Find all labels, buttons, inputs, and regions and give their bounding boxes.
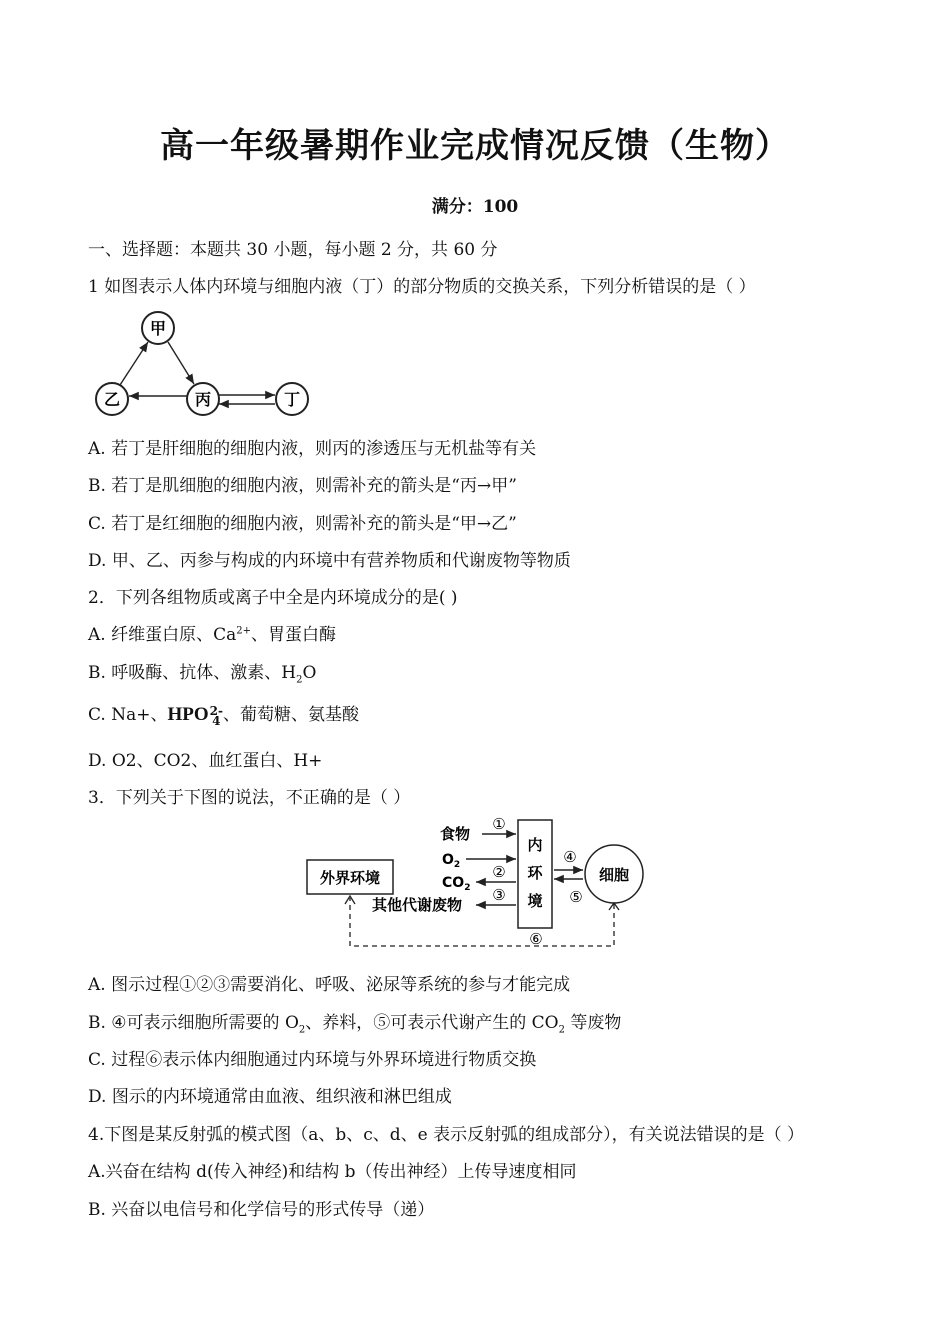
q3-option-c: C. 过程⑥表示体内细胞通过内环境与外界环境进行物质交换 bbox=[88, 1050, 537, 1070]
label-bing: 丙 bbox=[194, 390, 212, 409]
cell-label: 细胞 bbox=[598, 866, 630, 884]
num-6: ⑥ bbox=[529, 930, 543, 948]
inner-char-1: 内 bbox=[527, 836, 543, 854]
section-heading: 一、选择题：本题共 30 小题，每小题 2 分，共 60 分 bbox=[88, 240, 498, 260]
waste-label: 其他代谢废物 bbox=[372, 896, 463, 914]
inner-char-2: 环 bbox=[527, 864, 543, 882]
q4-option-a: A.兴奋在结构 d(传入神经)和结构 b（传出神经）上传导速度相同 bbox=[88, 1162, 577, 1182]
q2-a-sup: 2+ bbox=[236, 625, 251, 637]
q4-stem: 4.下图是某反射弧的模式图（a、b、c、d、e 表示反射弧的组成部分），有关说法错误的是（ ） bbox=[88, 1125, 805, 1145]
q3-stem: 3．下列关于下图的说法，不正确的是（ ） bbox=[88, 788, 411, 808]
num-2: ② bbox=[492, 863, 506, 881]
q3-option-a: A. 图示过程①②③需要消化、呼吸、泌尿等系统的参与才能完成 bbox=[88, 975, 571, 995]
page-title: 高一年级暑期作业完成情况反馈（生物） bbox=[160, 126, 790, 166]
q3-b-sub1: 2 bbox=[298, 1024, 306, 1036]
q2-c-ion-script bbox=[209, 703, 223, 728]
num-5: ⑤ bbox=[569, 888, 583, 906]
num-1: ① bbox=[492, 815, 506, 833]
q4-option-b: B. 兴奋以电信号和化学信号的形式传导（递） bbox=[88, 1200, 435, 1220]
q1-option-b: B. 若丁是肌细胞的细胞内液，则需补充的箭头是“丙→甲” bbox=[88, 476, 517, 496]
q2-stem: 2．下列各组物质或离子中全是内环境成分的是( ) bbox=[88, 588, 458, 608]
q3-b-post: 等废物 bbox=[565, 1013, 622, 1033]
q3-option-b bbox=[88, 1008, 621, 1035]
q1-option-d: D. 甲、乙、丙参与构成的内环境中有营养物质和代谢废物等物质 bbox=[88, 551, 571, 571]
q3-option-d: D. 图示的内环境通常由血液、组织液和淋巴组成 bbox=[88, 1087, 452, 1107]
q2-option-a bbox=[88, 620, 336, 645]
q1-option-c: C. 若丁是红细胞的细胞内液，则需补充的箭头是“甲→乙” bbox=[88, 514, 517, 534]
arrow-jia-to-bing bbox=[168, 342, 194, 384]
label-jia: 甲 bbox=[149, 319, 167, 338]
q2-c-formula: HPO bbox=[167, 704, 209, 725]
q1-stem: 1 如图表示人体内环境与细胞内液（丁）的部分物质的交换关系，下列分析错误的是（ ） bbox=[88, 277, 756, 297]
q2-c-pre: C. Na+、 bbox=[88, 705, 168, 725]
q2-b-pre: B. 呼吸酶、抗体、激素、H bbox=[88, 663, 297, 683]
q3-b-mid: 、养料，⑤可表示代谢产生的 CO bbox=[305, 1013, 559, 1033]
num-3: ③ bbox=[492, 886, 506, 904]
q3-diagram bbox=[300, 812, 650, 960]
co2-label bbox=[442, 875, 470, 893]
q2-option-d: D. O2、CO2、血红蛋白、H+ bbox=[88, 751, 323, 771]
q2-b-sub: 2 bbox=[296, 674, 303, 686]
q2-a-pre: A. 纤维蛋白原、Ca bbox=[88, 625, 237, 645]
q1-option-a: A. 若丁是肝细胞的细胞内液，则丙的渗透压与无机盐等有关 bbox=[88, 439, 537, 459]
q2-a-post: 、胃蛋白酶 bbox=[250, 625, 336, 645]
q2-option-b bbox=[88, 658, 316, 685]
q2-c-charge: 2- bbox=[209, 703, 223, 718]
label-yi: 乙 bbox=[103, 390, 121, 409]
q2-option-c bbox=[88, 700, 359, 726]
o2-sub: 2 bbox=[453, 860, 461, 870]
outer-environment-label: 外界环境 bbox=[319, 869, 381, 887]
o2-text: O bbox=[442, 852, 454, 868]
co2-sub: 2 bbox=[464, 883, 471, 893]
inner-char-3: 境 bbox=[527, 892, 543, 910]
q3-b-pre: B. ④可表示细胞所需要的 O bbox=[88, 1013, 299, 1033]
co2-text: CO bbox=[442, 875, 465, 891]
label-ding: 丁 bbox=[283, 390, 301, 409]
num-4: ④ bbox=[563, 848, 577, 866]
q2-b-post: O bbox=[302, 663, 317, 683]
q2-c-post: 、葡萄糖、氨基酸 bbox=[222, 705, 359, 725]
q3-b-sub2: 2 bbox=[558, 1024, 565, 1036]
full-score: 满分：100 bbox=[431, 197, 519, 217]
food-label: 食物 bbox=[440, 825, 471, 843]
arrow-yi-to-jia bbox=[120, 342, 148, 385]
q1-diagram bbox=[88, 305, 328, 420]
q2-c-index: 4 bbox=[212, 713, 221, 728]
o2-label bbox=[442, 852, 460, 870]
